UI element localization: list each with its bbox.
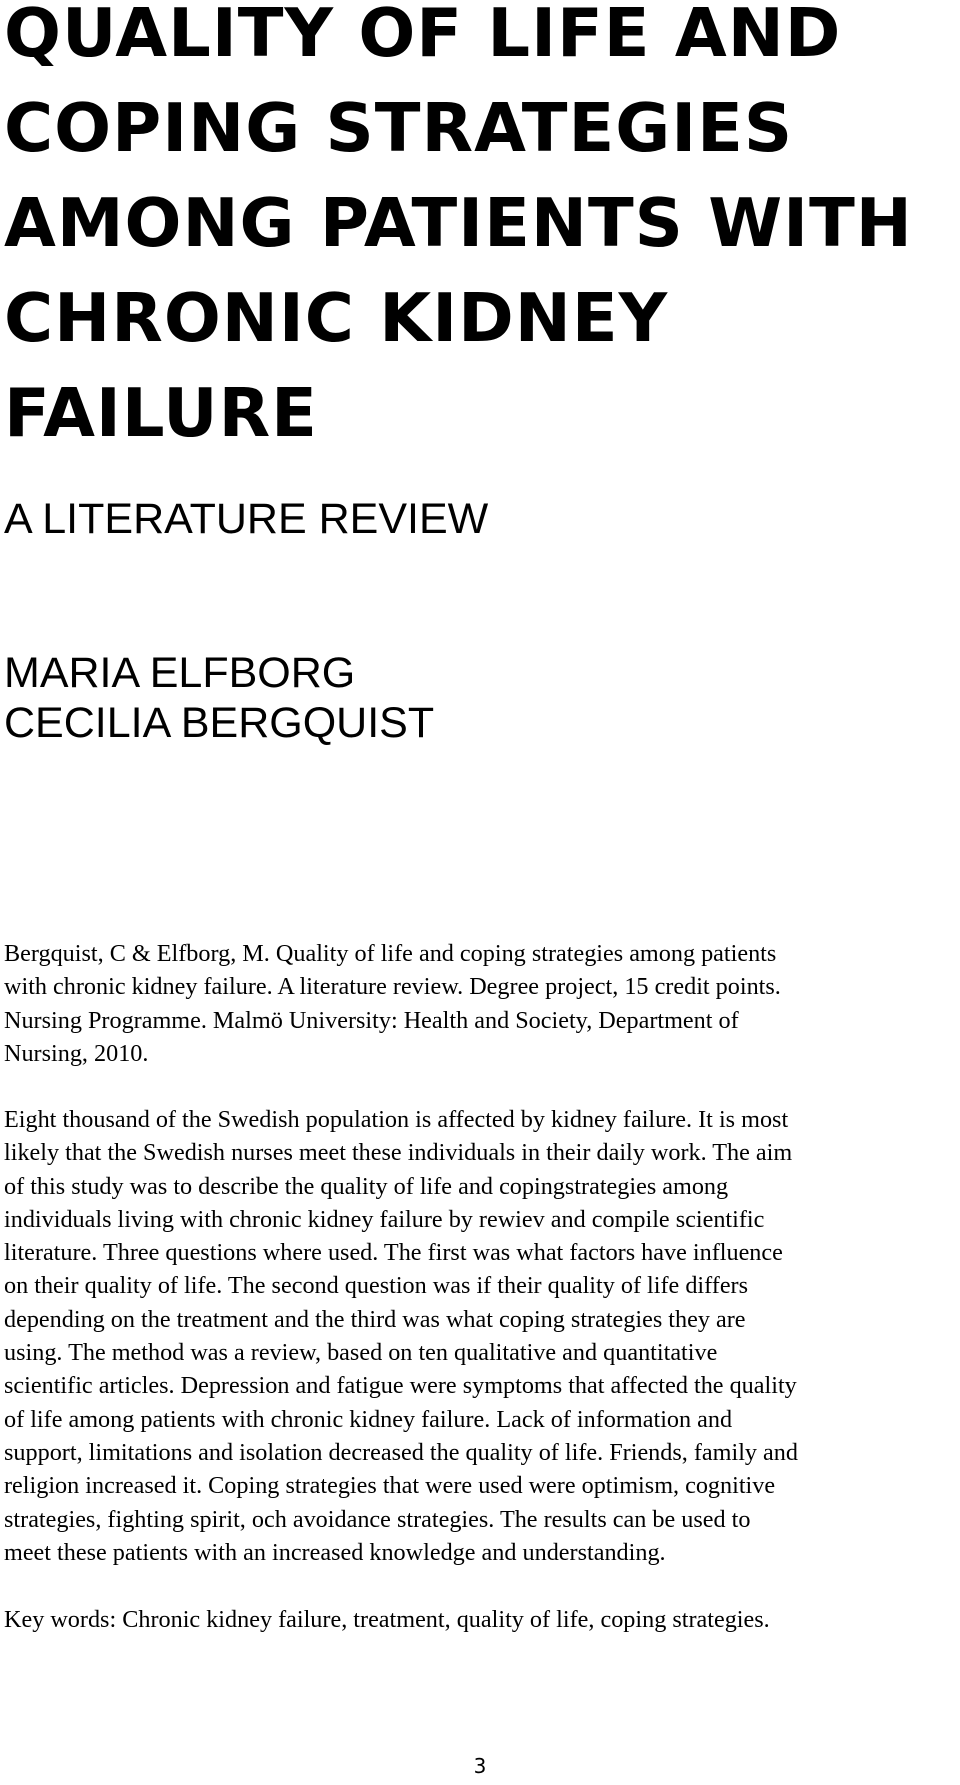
document-subtitle: A LITERATURE REVIEW xyxy=(4,495,489,543)
title-line: COPING STRATEGIES xyxy=(4,89,794,167)
abstract-line: depending on the treatment and the third was what coping strategies they are xyxy=(4,1305,746,1333)
abstract-line: strategies, fighting spirit, och avoidance strategies. The results can be used to xyxy=(4,1505,751,1533)
citation-paragraph xyxy=(4,937,952,1070)
citation-line: Nursing Programme. Malmö University: Health and Society, Department of xyxy=(4,1006,739,1034)
abstract-line: likely that the Swedish nurses meet these individuals in their daily work. The aim xyxy=(4,1139,793,1167)
citation-line: Nursing, 2010. xyxy=(4,1039,149,1067)
abstract-line: meet these patients with an increased knowledge and understanding. xyxy=(4,1538,666,1566)
abstract-line: Eight thousand of the Swedish population is affected by kidney failure. It is most xyxy=(4,1106,789,1133)
document-title xyxy=(4,0,944,461)
citation-line: Bergquist, C & Elfborg, M. Quality of life and coping strategies among patients xyxy=(4,940,777,967)
abstract-line: on their quality of life. The second question was if their quality of life differs xyxy=(4,1272,749,1300)
abstract-line: religion increased it. Coping strategies that were used were optimism, cognitive xyxy=(4,1472,776,1500)
abstract-paragraph xyxy=(4,1103,952,1569)
abstract-line: using. The method was a review, based on ten qualitative and quantitative xyxy=(4,1339,718,1367)
abstract-line: literature. Three questions where used. The first was what factors have influence xyxy=(4,1239,783,1267)
title-line: QUALITY OF LIFE AND xyxy=(4,0,842,72)
author-name: CECILIA BERGQUIST xyxy=(4,699,435,747)
abstract-line: of life among patients with chronic kidney failure. Lack of information and xyxy=(4,1405,733,1433)
abstract-line: support, limitations and isolation decreased the quality of life. Friends, family and xyxy=(4,1438,798,1466)
abstract-line: of this study was to describe the quality of life and copingstrategies among xyxy=(4,1172,729,1200)
title-line: AMONG PATIENTS WITH xyxy=(4,184,913,262)
author-name: MARIA ELFBORG xyxy=(4,649,356,697)
page-number: 3 xyxy=(473,1754,487,1778)
title-line: FAILURE xyxy=(4,374,318,452)
abstract-line: scientific articles. Depression and fatigue were symptoms that affected the quality xyxy=(4,1372,797,1400)
author-list xyxy=(4,648,434,748)
abstract-line: individuals living with chronic kidney failure by rewiev and compile scientific xyxy=(4,1205,765,1233)
title-line: CHRONIC KIDNEY xyxy=(4,279,669,357)
citation-line: with chronic kidney failure. A literature review. Degree project, 15 credit points. xyxy=(4,973,781,1001)
keywords-line: Key words: Chronic kidney failure, treatment, quality of life, coping strategies. xyxy=(4,1606,770,1633)
